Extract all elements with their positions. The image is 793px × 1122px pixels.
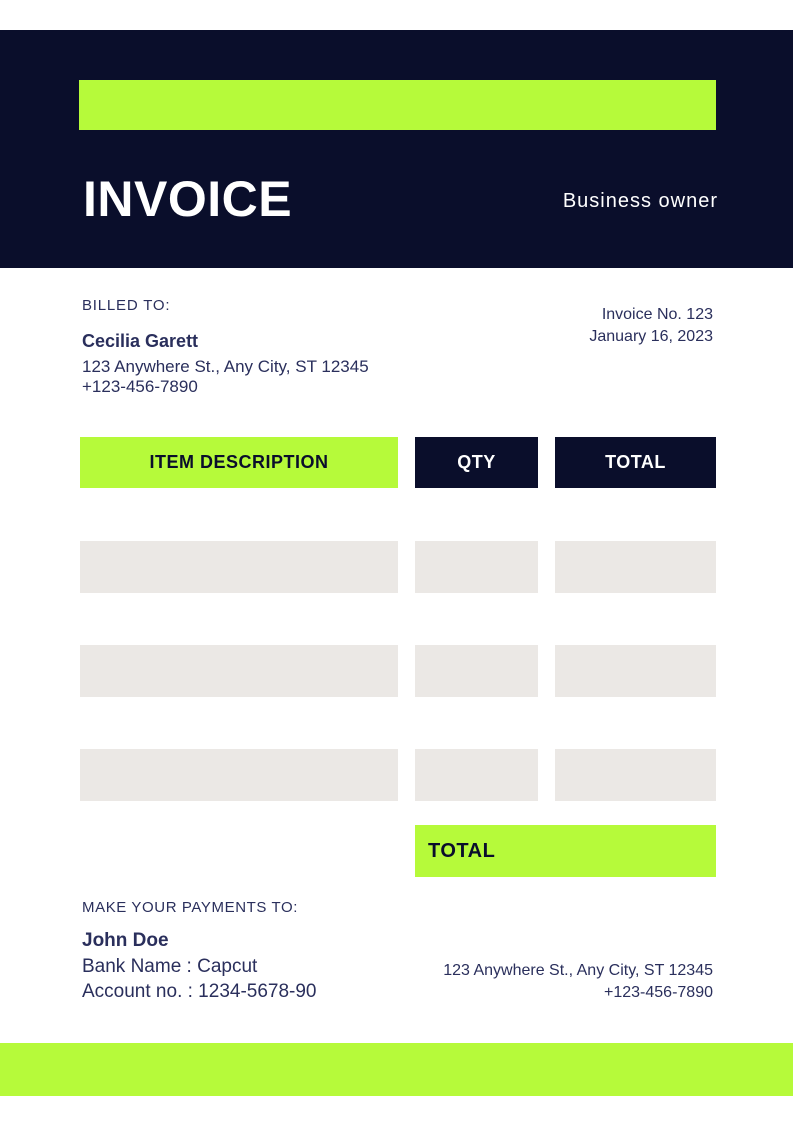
qty-cell	[415, 645, 538, 697]
qty-cell	[415, 541, 538, 593]
billed-to-address: 123 Anywhere St., Any City, ST 12345	[82, 357, 369, 376]
header-band	[0, 30, 793, 268]
table-row	[0, 749, 793, 801]
account-number: Account no. : 1234-5678-90	[82, 981, 317, 1002]
grand-total-bar	[415, 825, 716, 877]
total-cell	[555, 749, 716, 801]
invoice-meta	[589, 304, 713, 348]
footer-accent-bar	[0, 1043, 793, 1096]
billed-to-phone: +123-456-7890	[82, 377, 198, 396]
invoice-date: January 16, 2023	[589, 328, 713, 345]
sender-address: 123 Anywhere St., Any City, ST 12345	[443, 962, 713, 979]
item-description-cell	[80, 541, 398, 593]
column-header-qty: QTY	[415, 437, 538, 488]
payments-label: MAKE YOUR PAYMENTS TO:	[82, 899, 299, 916]
item-description-cell	[80, 749, 398, 801]
column-header-item-description: ITEM DESCRIPTION	[80, 437, 398, 488]
total-cell	[555, 541, 716, 593]
billed-to-name: Cecilia Garett	[82, 331, 199, 351]
billed-to-label: BILLED TO:	[82, 297, 171, 314]
payee-name: John Doe	[82, 930, 169, 951]
table-row	[0, 541, 793, 593]
item-description-cell	[80, 645, 398, 697]
page-title: INVOICE	[83, 171, 293, 227]
invoice-number: Invoice No. 123	[601, 306, 713, 323]
qty-cell	[415, 749, 538, 801]
business-owner-tagline: Business owner	[562, 190, 718, 212]
grand-total-label: TOTAL	[428, 839, 496, 862]
header-accent-bar	[79, 80, 716, 130]
sender-phone: +123-456-7890	[604, 984, 713, 1001]
column-header-total: TOTAL	[555, 437, 716, 488]
sender-contact	[443, 960, 713, 1004]
bank-name: Bank Name : Capcut	[82, 956, 258, 977]
table-row	[0, 645, 793, 697]
total-cell	[555, 645, 716, 697]
